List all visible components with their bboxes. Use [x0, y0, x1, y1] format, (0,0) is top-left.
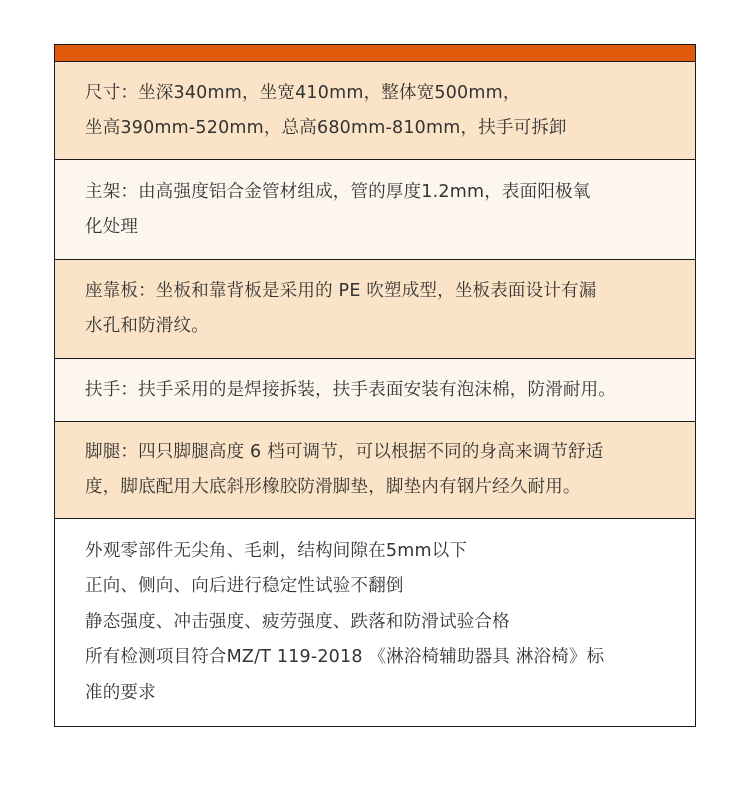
spec-line: 主架：由高强度铝合金管材组成，管的厚度1.2mm，表面阳极氧 [85, 181, 591, 202]
quality-line: 准的要求 [85, 682, 156, 703]
spec-row-seat-backrest [55, 260, 695, 359]
spec-line: 座靠板：坐板和靠背板是采用的 PE 吹塑成型，坐板表面设计有漏 [85, 281, 597, 301]
table-header-bar [55, 45, 695, 62]
quality-line: 静态强度、冲击强度、疲劳强度、跌落和防滑试验合格 [85, 611, 510, 632]
spec-line: 脚腿：四只脚腿高度 6 档可调节，可以根据不同的身高来调节舒适 [85, 442, 604, 462]
spec-row-frame [55, 160, 695, 260]
spec-row-legs [55, 422, 695, 519]
spec-table [54, 44, 696, 727]
quality-line: 所有检测项目符合MZ/T 119-2018 《淋浴椅辅助器具 淋浴椅》标 [85, 647, 605, 668]
spec-line: 扶手：扶手采用的是焊接拆装，扶手表面安装有泡沫棉，防滑耐用。 [85, 379, 616, 400]
spec-line: 度，脚底配用大底斜形橡胶防滑脚垫，脚垫内有钢片经久耐用。 [85, 477, 581, 497]
spec-line: 坐高390mm-520mm，总高680mm-810mm，扶手可拆卸 [85, 117, 567, 138]
spec-line: 水孔和防滑纹。 [85, 316, 209, 336]
spec-row-armrest [55, 359, 695, 422]
quality-line: 外观零部件无尖角、毛刺，结构间隙在5mm以下 [85, 540, 468, 561]
spec-row-dimensions [55, 62, 695, 160]
spec-line: 尺寸：坐深340mm，坐宽410mm，整体宽500mm， [85, 82, 521, 103]
quality-notes [55, 519, 695, 726]
quality-line: 正向、侧向、向后进行稳定性试验不翻倒 [85, 576, 404, 597]
spec-line: 化处理 [85, 216, 139, 237]
